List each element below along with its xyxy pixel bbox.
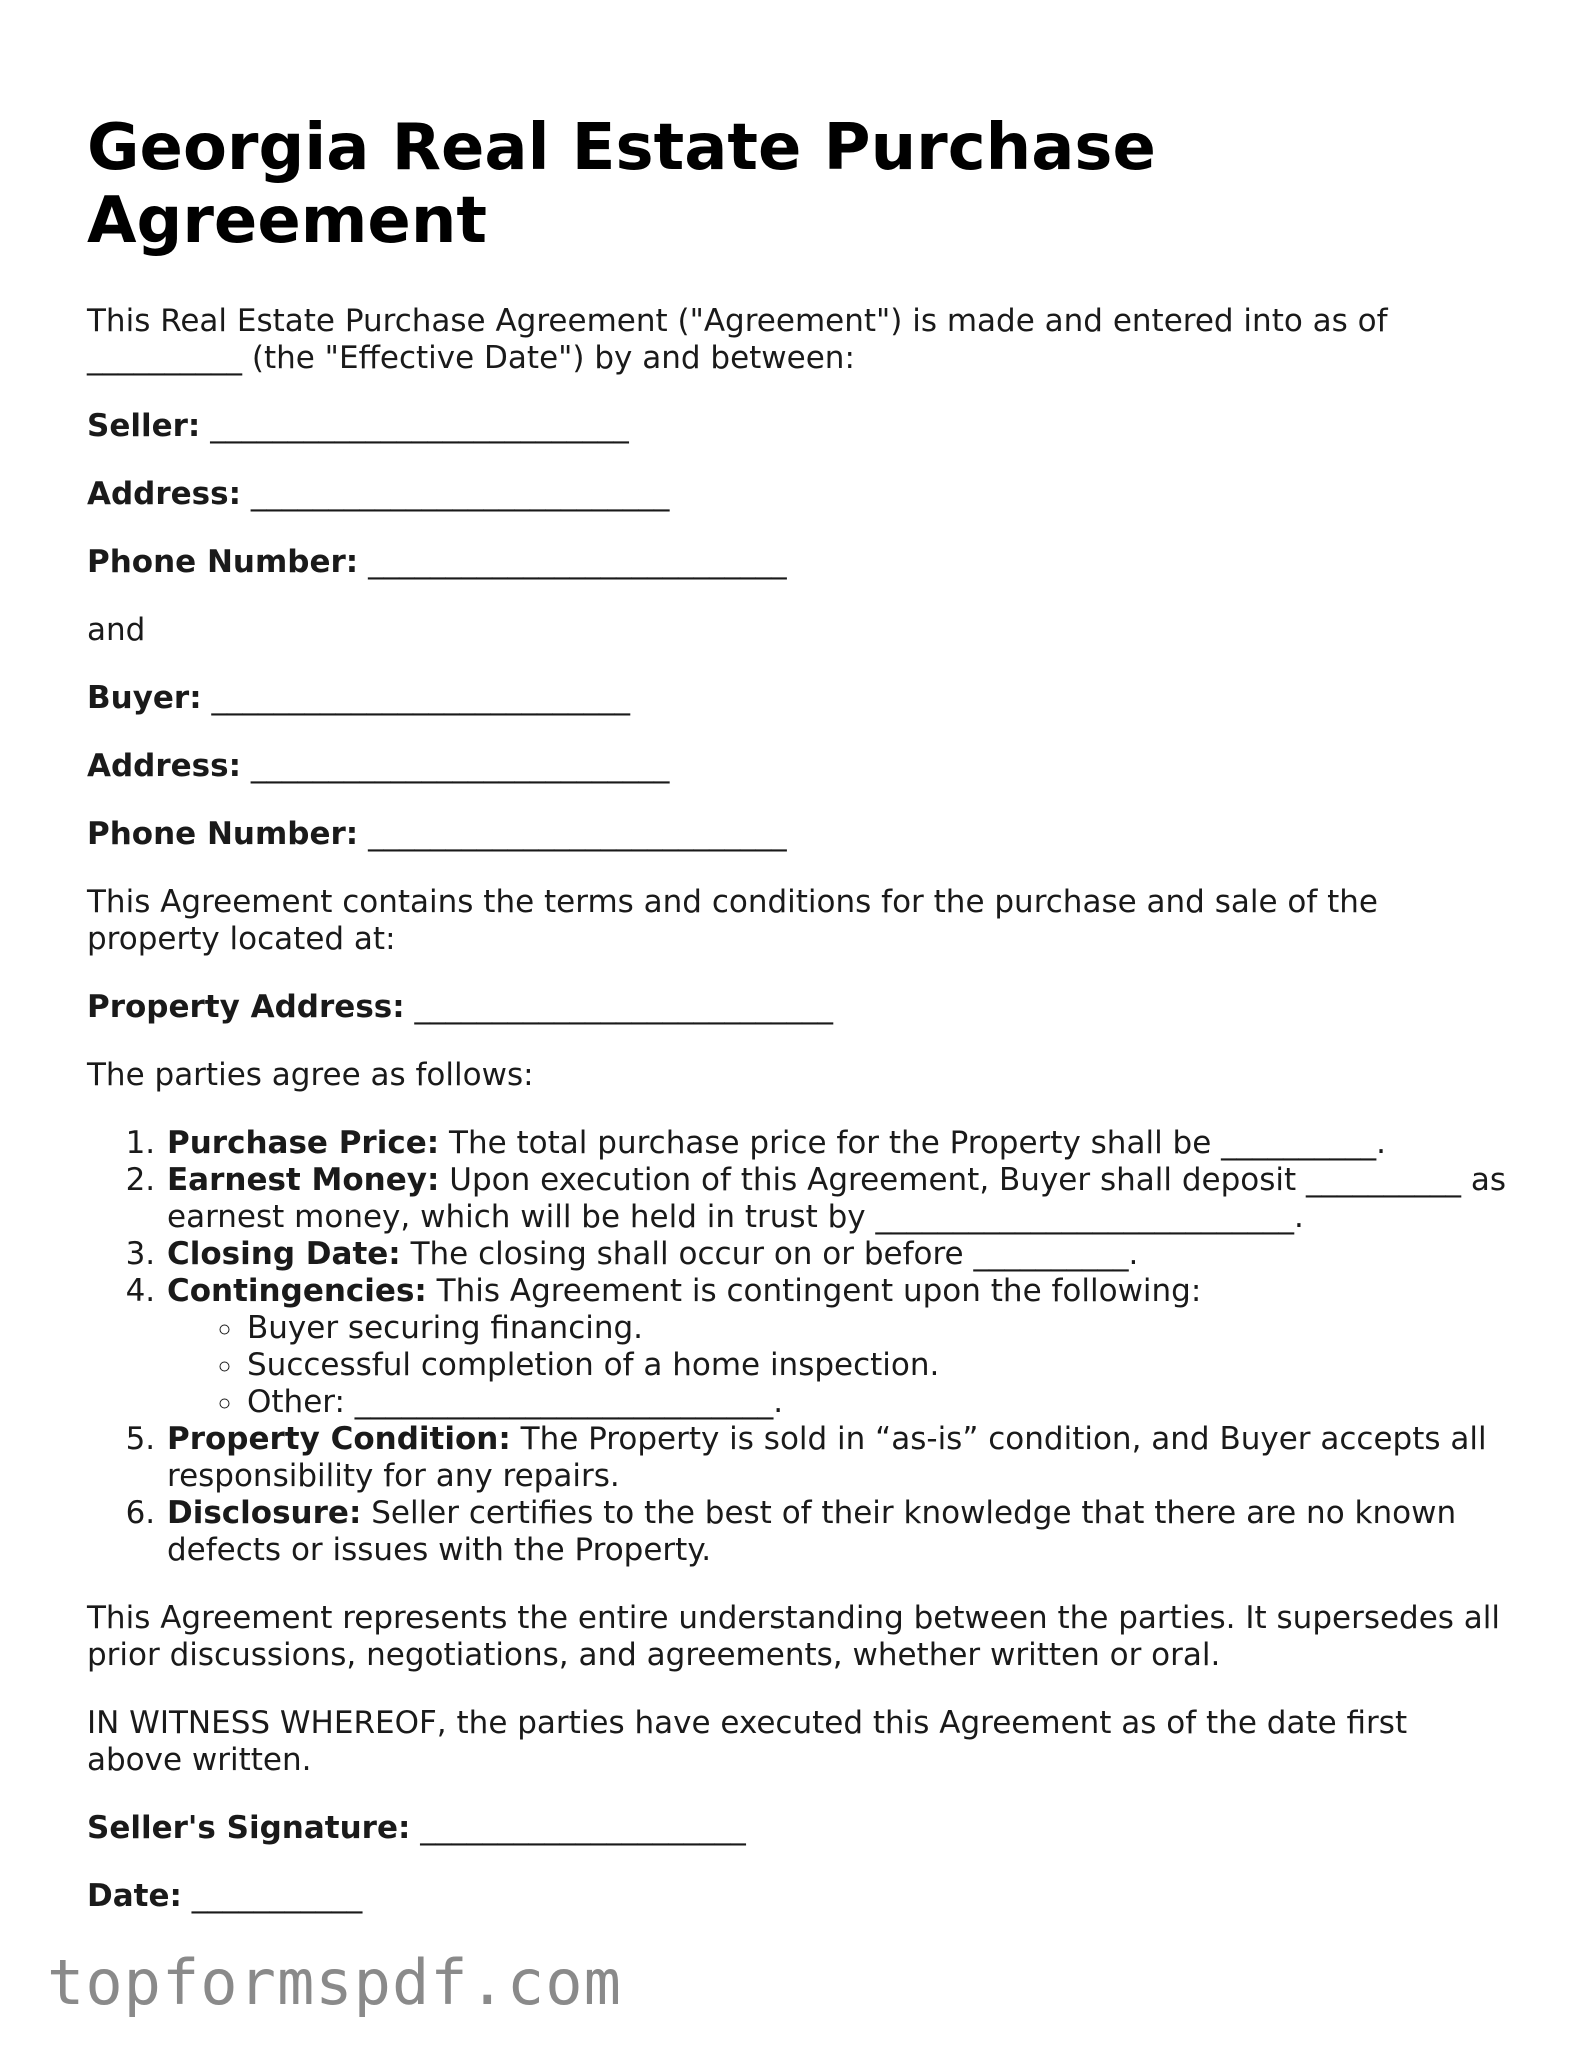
trust-holder-blank[interactable]: ___________________________ (875, 1199, 1294, 1235)
document-page (87, 112, 1507, 1946)
contingency-financing: ◦ Buyer securing financing. (245, 1310, 1507, 1347)
date-label: Date: (87, 1878, 182, 1914)
seller-phone-blank[interactable]: ___________________________ (368, 544, 787, 580)
property-condition-label: Property Condition: (167, 1421, 511, 1457)
buyer-address-blank[interactable]: ___________________________ (250, 748, 670, 784)
buyer-phone-line (87, 816, 1507, 853)
watermark: topformspdf.com (47, 1946, 622, 2019)
term-contingencies (165, 1273, 1507, 1421)
contingency-other-end: . (773, 1384, 784, 1420)
term-property-condition (165, 1421, 1507, 1495)
and-text: and (87, 612, 146, 648)
property-intro: This Agreement contains the terms and conditions for the purchase and sale of the property located at: (87, 884, 1378, 957)
intro-tail: (the "Effective Date") by and between: (251, 340, 855, 376)
buyer-name-blank[interactable]: ___________________________ (211, 680, 630, 716)
term-closing-date (165, 1236, 1507, 1273)
seller-signature-blank[interactable]: _____________________ (420, 1810, 746, 1846)
term-disclosure (165, 1495, 1507, 1569)
property-condition-text: The Property is sold in “as-is” condition, and Buyer accepts all responsibility for any repairs. (167, 1421, 1487, 1494)
property-address-label: Property Address: (87, 989, 405, 1025)
buyer-address-label: Address: (87, 748, 241, 784)
terms-list (87, 1125, 1507, 1569)
date-blank[interactable]: ___________ (191, 1878, 363, 1914)
purchase-price-label: Purchase Price: (167, 1125, 440, 1161)
document-title: Georgia Real Estate Purchase Agreement (87, 111, 1156, 258)
disclosure-text: Seller certifies to the best of their knowledge that there are no known defects or issues with the Property. (167, 1495, 1457, 1568)
closing-date-end: . (1128, 1236, 1139, 1272)
buyer-phone-blank[interactable]: ___________________________ (368, 816, 787, 852)
seller-address-label: Address: (87, 476, 241, 512)
seller-signature-label: Seller's Signature: (87, 1810, 411, 1846)
property-address-blank[interactable]: ___________________________ (414, 989, 833, 1025)
earnest-money-end: . (1293, 1199, 1304, 1235)
buyer-name-line (87, 680, 1507, 717)
earnest-money-label: Earnest Money: (167, 1162, 440, 1198)
agree-text: The parties agree as follows: (87, 1057, 534, 1093)
contingencies-list (167, 1310, 1507, 1421)
closing-date-label: Closing Date: (167, 1236, 401, 1272)
term-earnest-money (165, 1162, 1507, 1236)
earnest-money-text: Upon execution of this Agreement, Buyer shall deposit (449, 1162, 1297, 1198)
closing-date-text: The closing shall occur on or before (410, 1236, 964, 1272)
buyer-name-label: Buyer: (87, 680, 202, 716)
seller-address-line (87, 476, 1507, 513)
purchase-price-end: . (1376, 1125, 1387, 1161)
purchase-price-text: The total purchase price for the Property shall be (449, 1125, 1212, 1161)
contingency-other-label: Other: (247, 1384, 345, 1420)
seller-address-blank[interactable]: ___________________________ (250, 476, 670, 512)
closing-date-blank[interactable]: __________ (973, 1236, 1129, 1272)
witness-paragraph: IN WITNESS WHEREOF, the parties have executed this Agreement as of the date first above written. (87, 1705, 1408, 1778)
seller-phone-line (87, 544, 1507, 581)
buyer-phone-label: Phone Number: (87, 816, 359, 852)
property-address-line (87, 989, 1507, 1026)
contingencies-text: This Agreement is contingent upon the following: (436, 1273, 1202, 1309)
intro-text: This Real Estate Purchase Agreement ("Agreement") is made and entered into as of (87, 303, 1388, 339)
term-purchase-price (165, 1125, 1507, 1162)
contingency-inspection: ◦ Successful completion of a home inspection. (245, 1347, 1507, 1384)
seller-name-label: Seller: (87, 408, 201, 444)
earnest-money-blank[interactable]: __________ (1306, 1162, 1462, 1198)
effective-date-blank[interactable]: __________ (87, 340, 242, 376)
seller-name-blank[interactable]: ___________________________ (210, 408, 629, 444)
entire-agreement-paragraph: This Agreement represents the entire understanding between the parties. It supersedes all prior discussions, negotiations, and agreements, whether written or oral. (87, 1600, 1501, 1673)
earnest-money-text2: as earnest money, which will be held in trust by (167, 1162, 1507, 1235)
intro-paragraph (87, 303, 1507, 377)
contingency-other-blank[interactable]: ___________________________ (354, 1384, 774, 1420)
contingencies-label: Contingencies: (167, 1273, 427, 1309)
contingency-other (245, 1384, 1507, 1421)
seller-name-line (87, 408, 1507, 445)
disclosure-label: Disclosure: (167, 1495, 362, 1531)
purchase-price-blank[interactable]: __________ (1221, 1125, 1377, 1161)
seller-signature-line (87, 1810, 1507, 1847)
date-line (87, 1878, 1507, 1915)
seller-phone-label: Phone Number: (87, 544, 359, 580)
buyer-address-line (87, 748, 1507, 785)
